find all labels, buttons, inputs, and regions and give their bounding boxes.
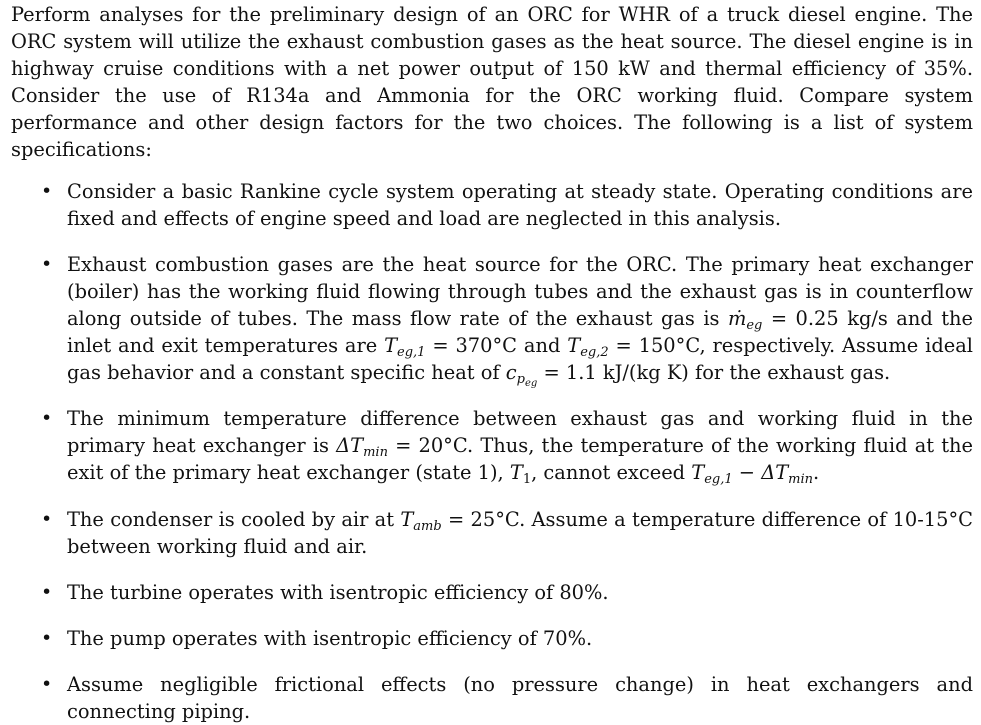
delta-t-min-subscript: min: [788, 472, 813, 488]
specific-heat-sub-eg: eg: [524, 378, 538, 390]
spec-item-turbine: • The turbine operates with isentropic efficiency of 80%.: [11, 579, 973, 606]
exit-temp-value: = 150°C: [608, 334, 700, 358]
spec-item-min-temp-diff: [11, 405, 973, 486]
spec-item-heat-source: [11, 251, 974, 390]
t1-symbol: T: [509, 461, 523, 485]
spec-item-friction: • Assume negligible frictional effects (no pressure change) in heat exchangers and connecting piping.: [11, 671, 973, 725]
specification-list: [11, 178, 973, 725]
spec-text: and: [517, 334, 568, 358]
specific-heat-subscript: [516, 372, 538, 390]
mass-flow-subscript: eg: [746, 317, 763, 333]
ambient-temp-subscript: amb: [413, 518, 442, 534]
delta-t-value: = 20°C: [387, 434, 468, 458]
spec-text: for the exhaust gas.: [688, 361, 891, 385]
exit-temp-symbol: T: [567, 334, 581, 358]
mass-flow-symbol: ṁ: [727, 306, 747, 330]
spec-text: Exhaust combustion gases are the heat source for the ORC. The primary heat exchanger (boiler) has the working fluid flowing through tubes and the exhaust gas is in counterflow along outside of tubes. The mass flow rate of the exhaust gas is: [67, 252, 973, 330]
spec-text: , cannot exceed: [531, 461, 692, 485]
ambient-temp-symbol: T: [400, 507, 414, 531]
mass-flow-value: = 0.25 kg/s: [762, 306, 888, 330]
specific-heat-sub-p: p: [516, 372, 525, 388]
specific-heat-value: = 1.1 kJ/(kg K): [537, 361, 689, 385]
spec-text: , respectively. Assume ideal gas behavior and a constant specific heat of: [67, 334, 974, 385]
delta-t-subscript: min: [363, 445, 388, 461]
spec-item-condenser: [11, 506, 973, 560]
spec-text: . Assume a temperature difference of 10-15°C between working fluid and air.: [67, 507, 973, 558]
spec-text: . Thus, the temperature of the working fluid at the exit of the primary heat exchanger (state 1),: [67, 434, 973, 485]
spec-item-pump: • The pump operates with isentropic efficiency of 70%.: [11, 625, 973, 652]
teg1-subscript: eg,1: [704, 472, 733, 488]
spec-text: The condenser is cooled by air at: [67, 507, 401, 531]
spec-text: The minimum temperature difference between exhaust gas and working fluid in the primary heat exchanger is: [67, 407, 973, 458]
t1-subscript: 1: [522, 472, 532, 488]
minus-sign: −: [732, 461, 762, 485]
exit-temp-subscript: eg,2: [580, 345, 609, 361]
spec-text: .: [812, 461, 820, 485]
delta-t-symbol: ΔT: [336, 434, 364, 458]
inlet-temp-subscript: eg,1: [397, 345, 426, 361]
problem-intro: Perform analyses for the preliminary design of an ORC for WHR of a truck diesel engine. The ORC system will utilize the exhaust combustion gases as the heat source. The diesel engine is in highway cruise conditions with a net power output of 150 kW and thermal efficiency of 35%. Consider the use of R134a and Ammonia for the ORC working fluid. Compare system performance and other design factors for the two choices. The following is a list of system specifications:: [11, 3, 973, 162]
ambient-temp-value: = 25°C: [441, 507, 520, 531]
teg1-symbol: T: [691, 461, 705, 485]
inlet-temp-value: = 370°C: [425, 334, 518, 358]
spec-text: and the inlet and exit temperatures are: [67, 306, 973, 358]
delta-t-min-symbol: ΔT: [761, 461, 789, 485]
spec-item-cycle: • Consider a basic Rankine cycle system operating at steady state. Operating conditions are fixed and effects of engine speed and load are neglected in this analysis.: [11, 178, 973, 232]
specific-heat-symbol: c: [505, 361, 517, 385]
inlet-temp-symbol: T: [384, 334, 398, 358]
